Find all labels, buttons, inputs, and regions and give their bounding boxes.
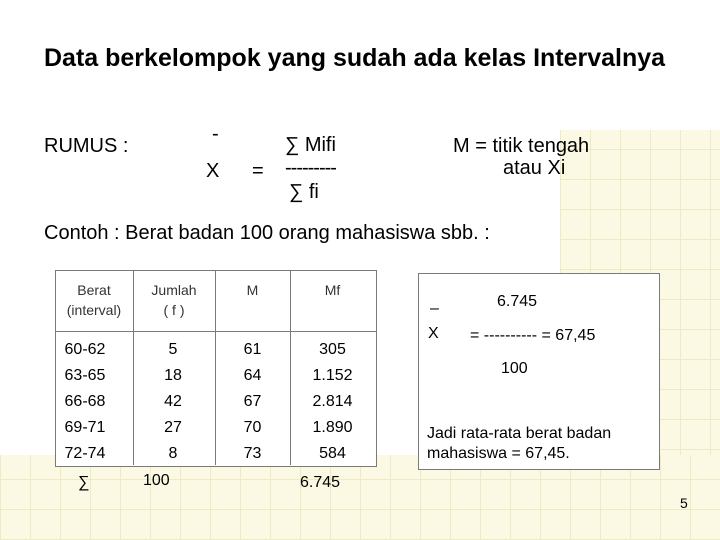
- page-number: 5: [680, 495, 688, 511]
- note-midpoint: M = titik tengah: [453, 135, 590, 157]
- table-cell: 1.152: [312, 367, 353, 384]
- table-cell: 72-74: [64, 445, 106, 462]
- slide-title: Data berkelompok yang sudah ada kelas Intervalnya: [44, 44, 666, 72]
- header-frequency: Jumlah ( f ): [151, 282, 197, 318]
- mean-bar: -: [212, 123, 219, 145]
- example-text: Contoh : Berat badan 100 orang mahasiswa sbb. :: [44, 222, 490, 244]
- result-mean-bar: –: [430, 300, 439, 317]
- table-cell: 584: [319, 445, 346, 462]
- table-cell: 2.814: [312, 393, 353, 410]
- result-mean-symbol: X: [428, 325, 439, 342]
- header-interval: Berat (interval): [66, 282, 122, 318]
- table-cell: 70: [243, 419, 262, 436]
- total-frequency: 100: [143, 472, 170, 489]
- note-xi: atau Xi: [503, 157, 566, 179]
- table-cell: 1.890: [312, 419, 353, 436]
- sum-symbol: ∑: [78, 474, 90, 491]
- table-cell: 8: [168, 445, 178, 462]
- table-divider: [55, 331, 377, 332]
- result-conclusion: Jadi rata-rata berat badan mahasiswa = 67,45.: [427, 425, 612, 462]
- table-cell: 5: [168, 341, 178, 358]
- column-frequency: [133, 337, 213, 467]
- column-midpoint: [215, 337, 290, 467]
- table-cell: 63-65: [64, 367, 106, 384]
- table-cell: 42: [164, 393, 182, 410]
- result-equation: = ---------- = 67,45: [470, 327, 596, 344]
- table-cell: 66-68: [64, 393, 106, 410]
- formula-equals: =: [252, 160, 264, 182]
- table-cell: 27: [164, 419, 182, 436]
- column-mf: [290, 337, 375, 467]
- result-denominator: 100: [501, 360, 528, 377]
- column-interval: [55, 337, 115, 467]
- formula-label: RUMUS :: [44, 135, 129, 157]
- table-cell: 60-62: [64, 341, 106, 358]
- table-cell: 305: [319, 341, 346, 358]
- header-mf: Mf: [324, 282, 341, 298]
- mean-symbol: X: [206, 160, 220, 182]
- formula-fraction-line: ---------: [285, 157, 336, 179]
- table-cell: 61: [243, 341, 262, 358]
- result-numerator: 6.745: [497, 293, 538, 310]
- table-cell: 73: [243, 445, 262, 462]
- table-cell: 67: [243, 393, 262, 410]
- table-cell: 69-71: [64, 419, 106, 436]
- table-cell: 64: [243, 367, 262, 384]
- formula-numerator: ∑ Mifi: [285, 134, 336, 156]
- table-cell: 18: [164, 367, 182, 384]
- header-midpoint: M: [246, 282, 259, 298]
- formula-denominator: ∑ fi: [289, 181, 319, 203]
- total-mf: 6.745: [300, 474, 341, 491]
